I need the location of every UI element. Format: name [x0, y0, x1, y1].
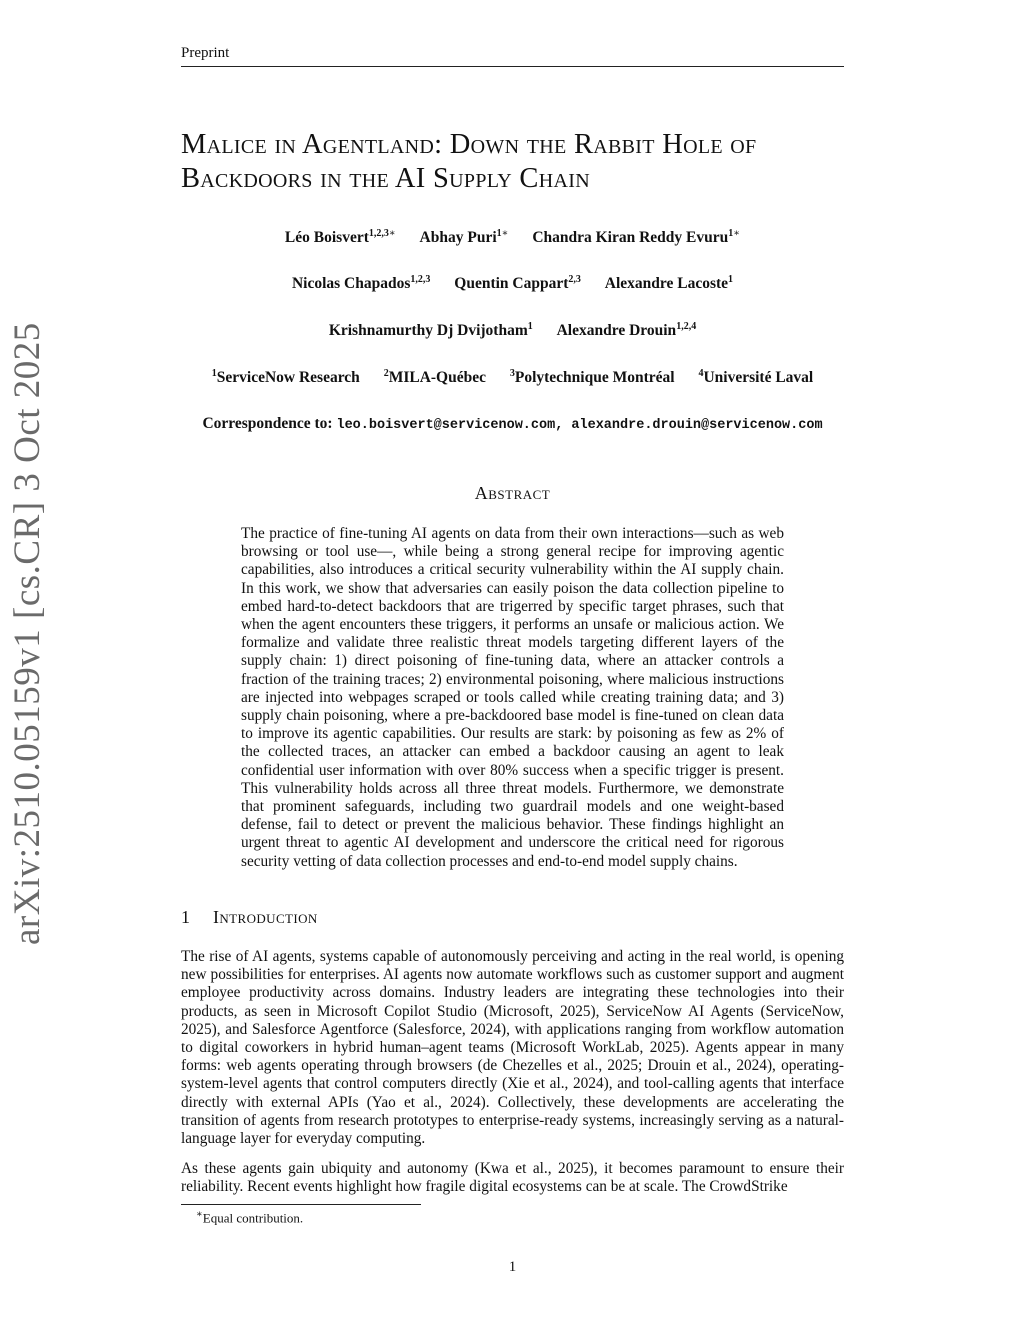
affiliations: [181, 368, 844, 387]
affiliation: $^3$Polytechnique Montréal: [509, 368, 675, 387]
header-rule: [181, 66, 844, 67]
footnote-rule: [181, 1204, 421, 1205]
affiliation: $^4$Université Laval: [698, 368, 814, 387]
abstract-text: The practice of fine-tuning AI agents on data from their own interactions—such as web browsing or tool use—, while being a strong general recipe for improving agentic capabilities, also introduces a critical security vulnerability within the AI supply chain. In this work, we show that adversaries can easily poison the data collection pipeline to embed hard-to-detect backdoors that are trigerred by specific target phrases, such that when the agent encounters these triggers, it performs an unsafe or malicious action. We formalize and validate three realistic threat models targeting different layers of the supply chain: 1) direct poisoning of fine-tuning data, where an attacker controls a fraction of the training traces; 2) environmental poisoning, where malicious instructions are injected into webpages scraped or tools called while creating training data; and 3) supply chain poisoning, where a pre-backdoored base model is fine-tuned on clean data to improve its agentic capabilities. Our results are stark: by poisoning as few as 2% of the collected traces, an attacker can embed a backdoor causing an agent to leak confidential user information with over 80% success when a specific trigger is present. This vulnerability holds across all three threat models. Furthermore, we demonstrate that prominent safeguards, including two guardrail models and one weight-based defense, fail to detect or prevent the malicious behavior. These findings highlight an urgent threat to agentic AI development and underscore the critical need for rigorous security vetting of data collection processes and end-to-end model supply chains.: [241, 525, 784, 870]
section-heading: [181, 907, 318, 928]
affiliation: $^1$ServiceNow Research: [211, 368, 360, 387]
author: Léo Boisvert$^{1,2,3∗}$: [284, 228, 396, 247]
author: Nicolas Chapados$^{1,2,3}$: [291, 274, 431, 293]
footnote: ∗Equal contribution.: [196, 1209, 304, 1226]
section-number: 1: [181, 907, 191, 927]
section-title: Introduction: [213, 907, 318, 927]
affiliation: $^2$MILA-Québec: [383, 368, 486, 387]
intro-paragraph-1: The rise of AI agents, systems capable of autonomously perceiving and acting in the real world, is opening new possibilities for enterprises. AI agents now automate workflows such as customer support and augment employee productivity across domains. Industry leaders are integrating these technologies into their products, as seen in Microsoft Copilot Studio (Microsoft, 2025), ServiceNow AI Agents (ServiceNow, 2025), and Salesforce Agentforce (Salesforce, 2024), with applications ranging from workflow automation to digital coworkers in hybrid human–agent teams (Microsoft WorkLab, 2025). Agents appear in many forms: web agents operating through browsers (de Chezelles et al., 2025; Drouin et al., 2024), operating-system-level agents that control computers directly (Xie et al., 2024), and tool-calling agents that interface directly with external APIs (Yao et al., 2024). Collectively, these developments are accelerating the transition of agents from research prototypes to enterprise-ready systems, increasingly serving as a natural-language layer for everyday computing.: [181, 948, 844, 1148]
arxiv-stamp: arXiv:2510.05159v1 [cs.CR] 3 Oct 2025: [7, 322, 48, 945]
page-number: 1: [508, 1259, 517, 1275]
correspondence: [181, 415, 844, 433]
correspondence-emails[interactable]: leo.boisvert@servicenow.com, alexandre.drouin@servicenow.com: [336, 418, 823, 433]
paper-title: Malice in Agentland: Down the Rabbit Hole of Backdoors in the AI Supply Chain: [181, 129, 757, 194]
author-row-3: [181, 321, 844, 340]
author: Chandra Kiran Reddy Evuru$^{1∗}$: [532, 228, 741, 247]
author-row-2: [181, 274, 844, 293]
intro-paragraph-2: As these agents gain ubiquity and autonomy (Kwa et al., 2025), it becomes paramount to ensure their reliability. Recent events highlight how fragile digital ecosystems can be at scale. The CrowdStrike: [181, 1160, 844, 1196]
author: Alexandre Lacoste$^1$: [604, 274, 734, 293]
author-row-1: [181, 228, 844, 247]
running-header: Preprint: [181, 45, 230, 61]
author: Alexandre Drouin$^{1,2,4}$: [556, 321, 697, 340]
author: Quentin Cappart$^{2,3}$: [454, 274, 581, 293]
author: Krishnamurthy Dj Dvijotham$^1$: [328, 321, 533, 340]
abstract-heading: Abstract: [474, 483, 551, 503]
author: Abhay Puri$^{1∗}$: [419, 228, 509, 247]
correspondence-label: Correspondence to:: [202, 415, 333, 432]
